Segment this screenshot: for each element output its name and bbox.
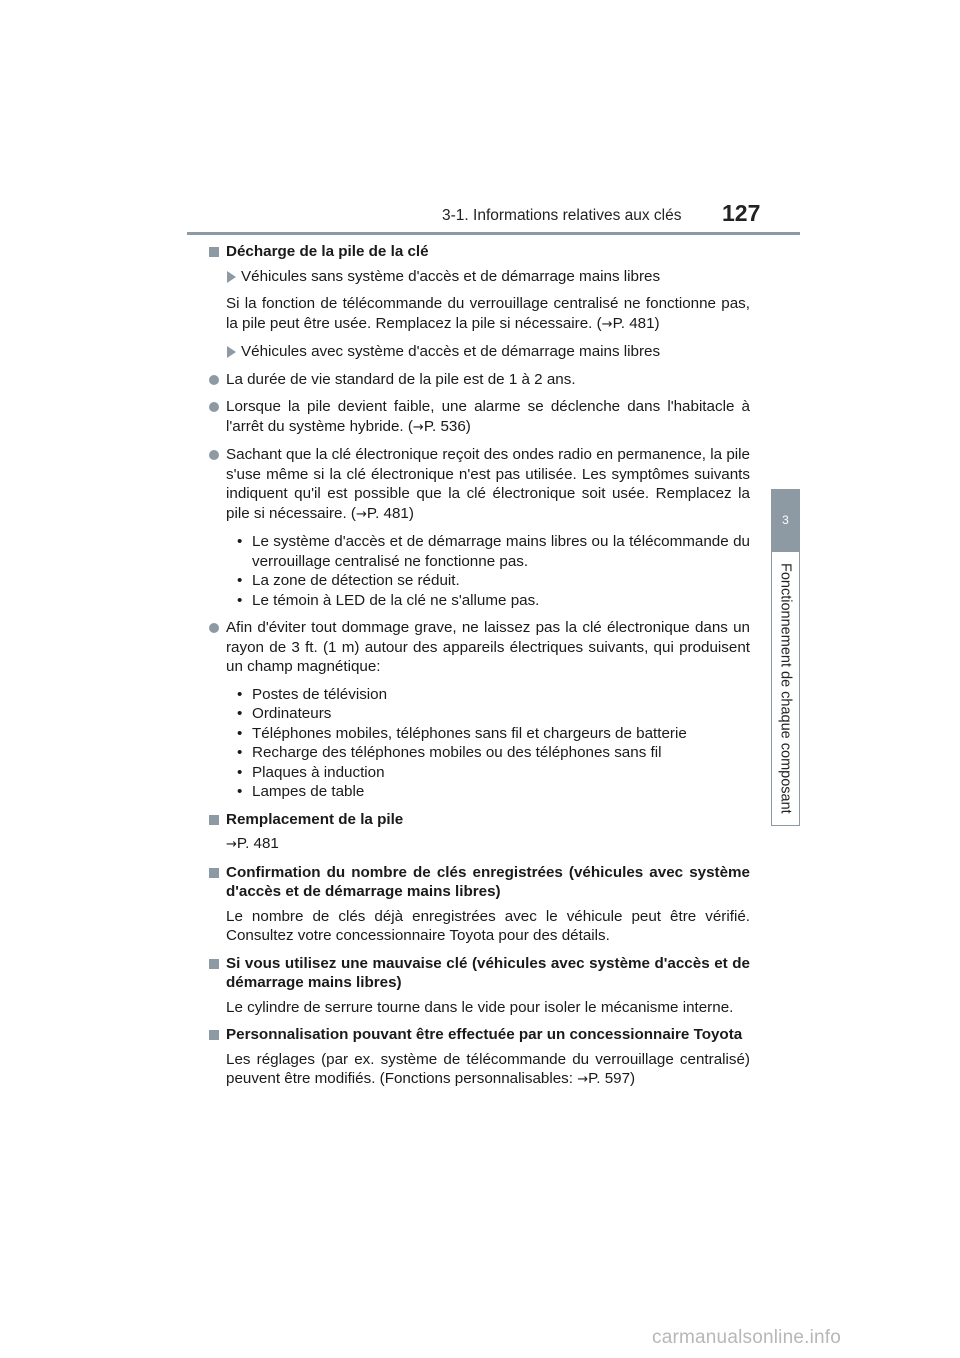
symptoms-list [209, 532, 750, 610]
page-ref-link[interactable]: P. 481) [612, 314, 660, 332]
bullet-magnetic-field: Afin d'éviter tout dommage grave, ne laissez pas la clé électronique dans un rayon de 3 ft. (1 m) autour des appareils électriques suivants, qui produisent un champ magnétique: [209, 618, 750, 677]
square-bullet-icon [209, 959, 219, 969]
heading-registered-keys: Confirmation du nombre de clés enregistrées (véhicules avec système d'accès et de démarrage mains libres) [209, 863, 750, 902]
list-item: • La zone de détection se réduit. [237, 572, 460, 589]
bullet-radio-waves: Sachant que la clé électronique reçoit des ondes radio en permanence, la pile s'use même si la clé électronique n'est pas utilisée. Les symptômes suivants indiquent qu'il est possible que la clé électronique soit usée. Remplacez la pile si nécessaire. (→P. 481) [209, 445, 750, 524]
page-number: 127 [722, 200, 761, 226]
heading-wrong-key: Si vous utilisez une mauvaise clé (véhicules avec système d'accès et de démarrage mains libres) [209, 954, 750, 993]
arrow-icon: → [577, 1072, 589, 1087]
chapter-title-container [771, 551, 800, 826]
subheading-without-smart-key: Véhicules sans système d'accès et de démarrage mains libres [209, 267, 750, 287]
list-item: • Le témoin à LED de la clé ne s'allume pas. [237, 591, 540, 609]
arrow-icon: → [601, 316, 613, 332]
arrow-icon: → [412, 419, 424, 435]
heading-battery-discharge: Décharge de la pile de la clé [209, 242, 750, 262]
paragraph-customization: Les réglages (par ex. système de télécommande du verrouillage centralisé) peuvent être modifiés. (Fonctions personnalisables: →P. 597) [226, 1050, 750, 1087]
list-item: • Plaques à induction [237, 763, 385, 781]
watermark: carmanualsonline.info [652, 1327, 842, 1348]
square-bullet-icon [209, 1030, 219, 1040]
circle-bullet-icon [209, 375, 219, 385]
section-title: 3-1. Informations relatives aux clés [442, 207, 682, 224]
paragraph-registered-keys: Le nombre de clés déjà enregistrées avec le véhicule peut être vérifié. Consultez votre concessionnaire Toyota pour des détails. [226, 907, 750, 944]
list-item: • Téléphones mobiles, téléphones sans fil et chargeurs de batterie [237, 724, 687, 742]
page-ref-link[interactable]: P. 481 [236, 835, 279, 852]
square-bullet-icon [209, 868, 219, 878]
appliances-list [209, 685, 750, 802]
arrow-icon: → [226, 837, 237, 852]
circle-bullet-icon [209, 623, 219, 633]
list-item: • Lampes de table [237, 783, 365, 800]
heading-customization: Personnalisation pouvant être effectuée par un concessionnaire Toyota [209, 1025, 750, 1045]
list-item: • Recharge des téléphones mobiles ou des téléphones sans fil [237, 744, 662, 761]
triangle-bullet-icon [227, 346, 236, 358]
list-item: • Ordinateurs [237, 705, 332, 722]
header-divider [187, 232, 800, 235]
bullet-low-battery-alarm: Lorsque la pile devient faible, une alarme se déclenche dans l'habitacle à l'arrêt du système hybride. (→P. 536) [209, 397, 750, 437]
bullet-battery-life: La durée de vie standard de la pile est de 1 à 2 ans. [209, 370, 750, 390]
page-ref-link[interactable]: P. 536) [423, 417, 471, 435]
circle-bullet-icon [209, 450, 219, 460]
chapter-title: Fonctionnement de chaque composant [777, 563, 794, 814]
arrow-icon: → [356, 506, 367, 522]
circle-bullet-icon [209, 402, 219, 412]
square-bullet-icon [209, 815, 219, 825]
page-content [209, 242, 750, 1098]
triangle-bullet-icon [227, 271, 236, 283]
paragraph-wrong-key: Le cylindre de serrure tourne dans le vide pour isoler le mécanisme interne. [226, 998, 734, 1016]
list-item: • Postes de télévision [237, 685, 388, 703]
paragraph-replacement-ref [209, 834, 750, 855]
page-header [0, 0, 960, 240]
chapter-number: 3 [782, 513, 789, 527]
paragraph-remote-battery: Si la fonction de télécommande du verrouillage centralisé ne fonctionne pas, la pile peut être usée. Remplacez la pile si nécessaire. (→P. 481) [226, 295, 750, 332]
page-ref-link[interactable]: P. 481) [366, 504, 414, 522]
heading-battery-replacement: Remplacement de la pile [209, 810, 750, 830]
square-bullet-icon [209, 247, 219, 257]
page-ref-link[interactable]: P. 597) [588, 1070, 636, 1087]
chapter-tab[interactable] [771, 489, 800, 551]
subheading-with-smart-key: Véhicules avec système d'accès et de démarrage mains libres [209, 342, 750, 362]
list-item: • Le système d'accès et de démarrage mains libres ou la télécommande du verrouillage centralisé ne fonctionne pas. [237, 533, 750, 570]
